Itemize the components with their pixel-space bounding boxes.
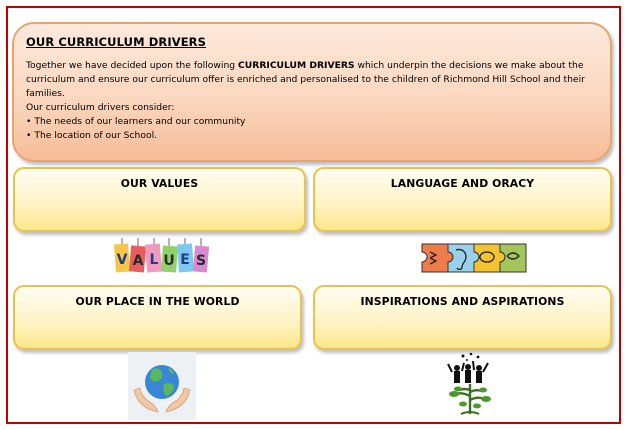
driver-label: OUR VALUES	[120, 177, 199, 190]
consider-line: Our curriculum drivers consider:	[26, 102, 175, 113]
driver-label: OUR PLACE IN THE WORLD	[75, 295, 240, 308]
driver-label: INSPIRATIONS AND ASPIRATIONS	[360, 295, 565, 308]
letter-l: L	[149, 252, 159, 268]
letter-u: U	[163, 253, 175, 269]
driver-inspirations	[313, 285, 612, 350]
driver-label: LANGUAGE AND ORACY	[390, 177, 535, 190]
tree-children-icon	[443, 350, 499, 418]
driver-language-oracy	[313, 167, 612, 232]
globe-in-hands-icon	[128, 352, 196, 420]
bullet-needs: • The needs of our learners and our community	[26, 116, 246, 127]
letter-s: S	[195, 253, 207, 269]
driver-our-values	[13, 167, 306, 232]
curriculum-drivers-panel	[12, 22, 612, 162]
panel-title: OUR CURRICULUM DRIVERS	[26, 35, 206, 49]
letter-e: E	[180, 252, 190, 268]
letter-v: V	[116, 252, 128, 268]
values-letters-image	[112, 236, 210, 276]
jigsaw-language-icon	[418, 236, 530, 280]
driver-our-place	[13, 285, 302, 350]
intro-text-end: which underpin the decisions we make about the curriculum and ensure our curriculum offer is enriched and personalised to the children of Richmond Hill School and their families.	[26, 60, 585, 99]
intro-text-start: Together we have decided upon the following	[26, 60, 239, 71]
intro-paragraph	[26, 59, 598, 101]
bullet-location: • The location of our School.	[26, 130, 158, 141]
intro-text-bold: CURRICULUM DRIVERS	[238, 60, 355, 71]
letter-a: A	[132, 253, 144, 269]
